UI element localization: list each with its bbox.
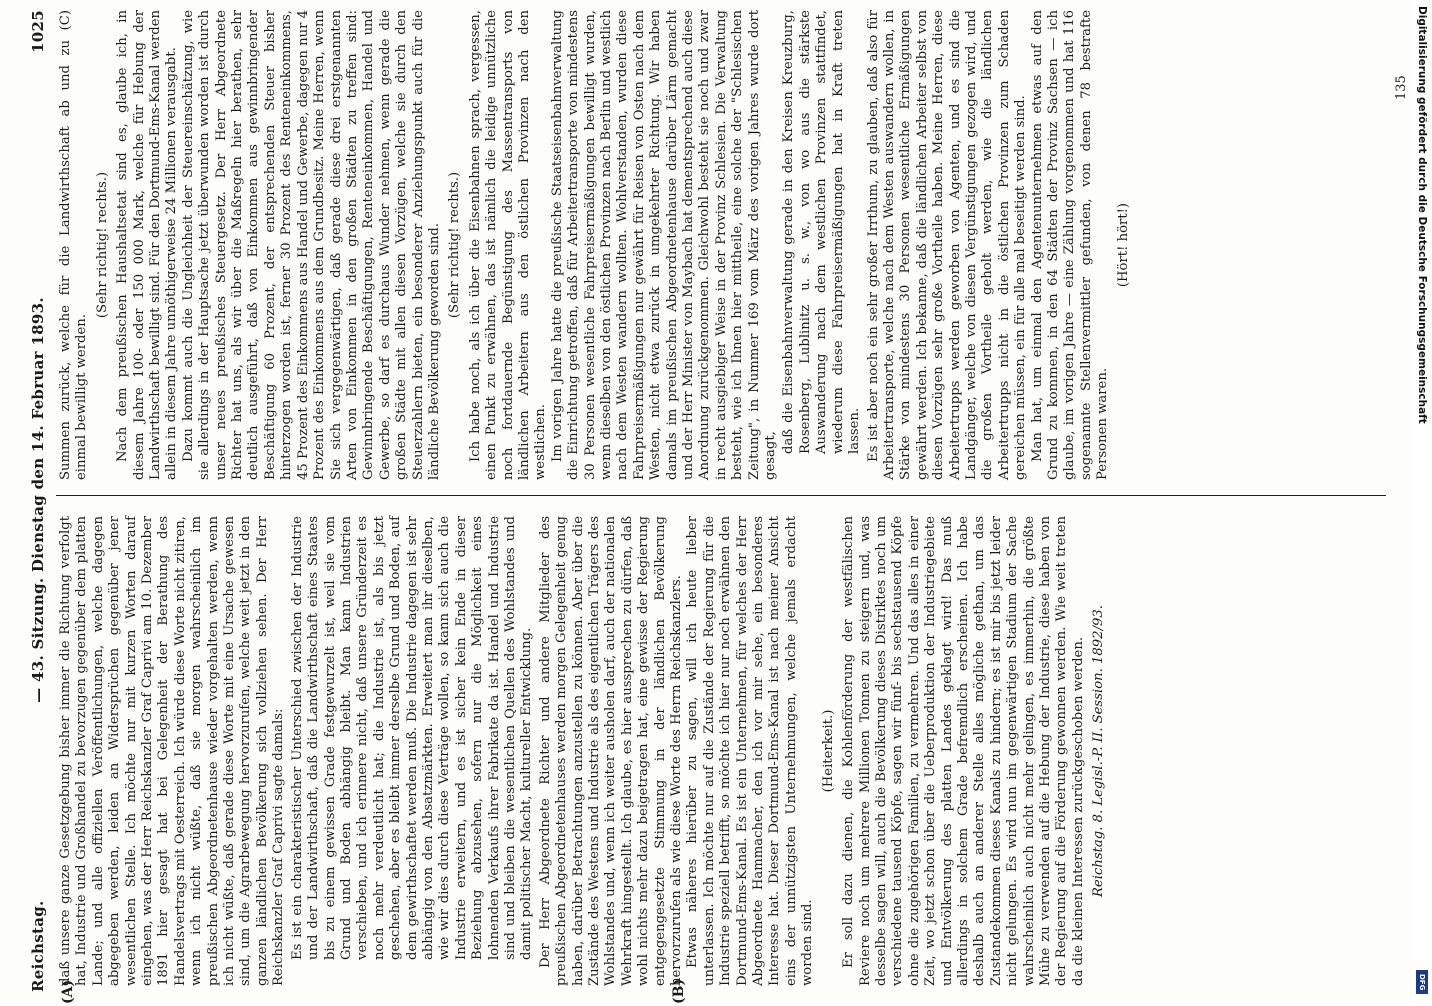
header-center: — 43. Sitzung. Dienstag den 14. Februar 1893. (29, 297, 47, 703)
quote-paragraph: Es ist ein charakteristischer Unterschied zwischen der Industrie und der Landwirthschaft, daß die Landwirthschaft eines Staates bis zu einem gewissen Grade festgewurzelt ist, weil sie vom Grund und Boden abhängig bleibt. Man kann Industrien verschieben, und ich erinnere nicht, daß unsere Gründerzeit es noch mehr verdeutlicht hat; die Industrie ist, als bis jetzt geschehen, aber es bleibt immer derselbe Grund und Boden, auf dem gewirthschaftet werden muß. Die Industrie dagegen ist sehr abhängig von den Absatzmärkten. Erweitert man ihr dieselben, wie wir dies durch diese Verträge wollen, so kann sich auch die Industrie erweitern, und es ist sicher kein Ende in dieser Beziehung abzusehen, sofern nur die Möglichkeit eines lohnenden Verkaufs ihrer Fabrikate da ist. Handel und Industrie sind und bleiben die wesentlichen Quellen des Wohlstandes und damit politischer Macht, kultureller Entwicklung. (289, 516, 535, 960)
document-page (16, 0, 1416, 1004)
paragraph: Dazu kommt auch die Ungleichheit der Steuereinschätzung, wie sie allerdings in der Hauptsache jetzt überwunden worden ist durch unser neues preußisches Steuergesetz. Der Herr Abgeordnete Richter hat uns, als wir über die Maßregeln hier berathen, sehr deutlich ausgeführt, daß von Einkommen aus gewinnbringender Beschäftigung 60 Prozent, der entsprechenden Steuer bisher hinterzogen worden ist, ferner 30 Prozent des Renteneinkommens, 45 Prozent des Einkommens aus Handel und Gewerbe, dagegen nur 4 Prozent des Einkommens aus dem Grundbesitz. Meine Herren, wenn Sie sich vergegenwärtigen, daß gerade diese drei erstgenannten Arten von Einkommen in den großen Städten zu treffen sind: Gewinnbringende Beschäftigungen, Renteneinkommen, Handel und Gewerbe, so darf es durchaus Wunder nehmen, wenn gerade die großen Städte mit allen diesen Vorzügen, welche sie durch den Steuerzahlern bieten, ein besonderer Anziehungspunkt auch für die ländliche Bevölkerung geworden sind. (180, 10, 442, 480)
dfg-credit-text: Digitalisierung gefördert durch die Deutsche Forschungsgemeinschaft (1416, 6, 1428, 424)
paragraph: Es ist aber noch ein sehr großer Irrthum, zu glauben, daß also für Arbeitertransporte, welche nach dem Westen auswandern wollen, in Stärke von mindestens 30 Personen wesentliche Ermäßigungen gewährt werden. Ich bekanne, daß die ländlichen Arbeiter selbst von diesen Vorzügen sehr große Vortheile haben. Meine Herren, diese Arbeitertrupps werden geworben von Agenten, und es sind die Landgänger, welche von diesen Vergünstigungen gezogen wird, und die großen Vortheile geholt werden, wie die ländlichen Arbeitertrupps nicht in die östlichen Provinzen zum Schaden gereichen müssen, ein für alle mal beseitigt werden sind. (865, 10, 1029, 480)
margin-marker-a: (A) (60, 979, 76, 1004)
page-header (30, 0, 50, 1000)
interjection: (Sehr richtig! rechts.) (94, 171, 110, 319)
column-divider (56, 495, 1386, 496)
paragraph: Er soll dazu dienen, die Kohlenförderung der westfälischen Reviere noch um mehrere Millionen Tonnen zu steigern und, was desselbe sagen will, auch die Bevölkerung dieses Distriktes noch um verschiedene tausend Köpfe, sagen wir fünf- bis sechstausend Köpfe ohne die zugehörigen Familien, zu vermehren. Und das alles in einer Zeit, wo jetzt schon über die Ueberproduktion der Industriegebiete und Entvölkerung des platten Landes geklagt wird! Das muß allerdings in solchem Grade befremdlich erscheinen. Ich habe deshalb auch an anderer Stelle alles mögliche gethan, um das Zustandekommen dieses Kanals zu hindern; es ist mir bis jetzt leider nicht gelungen. Es wird nun im gegenwärtigen Stadium der Sache wahrscheinlich auch nicht mehr gelingen, es immerhin, die größte Mühe zu verwenden auf die Hebung der Industrie, diese haben von der Regierung auf die Förderung gewonnen werden. Wie weit treten da die kleinen Interessen zurückgeschoben werden. (841, 516, 1086, 986)
paragraph: Etwas näheres hierüber zu sagen, will ich heute lieber unterlassen. Ich möchte nur auf die Zustände der Regierung für die Industrie speziell betrifft, so möchte ich hier nur noch erwähnen den Dortmund-Ems-Kanal. Es ist ein Unternehmen, für welches der Herr Abgeordnete Hammacher, den ich vor mir sehe, ein besonderes Interesse hat. Dieser Dortmund-Ems-Kanal ist nach meiner Ansicht eins der unnützigsten Unternehmungen, welche jemals erdacht worden sind. (685, 516, 816, 986)
quote-paragraph: daß die Eisenbahnverwaltung gerade in den Kreisen Kreuzburg, Rosenberg, Lublinitz u. s. w., von wo aus die stärkste Auswanderung nach dem westlichen Provinzen stattfindet, wiederum diese Fahrpreisermäßigungen hat in Kraft treten lassen. (781, 10, 863, 454)
paragraph: Im vorigen Jahre hatte die preußische Staatseisenbahnverwaltung die Einrichtung getroffen, daß für Arbeitertransporte von mindestens 30 Personen wesentliche Fahrpreisermäßigungen bewilligt wurden, wenn dieselben von den östlichen Provinzen nach Berlin und westlich nach dem Westen wandern wollten. Wohlverstanden, wurden diese Fahrpreisermäßigungen nur gewährt für Reisen von Osten nach dem Westen, nicht etwa zurück in umgekehrter Richtung. Wir haben damals im preußischen Abgeordnetenhause darüber Lärm gemacht und der Herr Minister von Maybach hat dementsprechend auch diese Anordnung zurückgenommen. Gleichwohl besteht sie noch und zwar in recht ausgiebiger Weise in der Provinz Schlesien. Die Verwaltung besteht, wie ich Ihnen hier mittheile, eine solche der "Schlesischen Zeitung", in Nummer 169 vom März des vorigen Jahres wurde dort gesagt, (549, 10, 779, 480)
paragraph: Ich habe noch, als ich über die Eisenbahnen sprach, vergessen, einen Punkt zu erwähnen, das ist nämlich die leidige unnützliche noch fortdauernde Begünstigung des Massentransports von ländlichen Arbeitern aus den östlichen Provinzen nach den westlichen. (467, 10, 549, 480)
footer-reference: Reichstag. 8. Legisl.-P. II. Session. 1892/93. (1091, 605, 1107, 897)
header-left: Reichstag. (29, 900, 47, 992)
margin-marker-b: (B) (671, 978, 687, 1004)
interjection: (Heiterkeit.) (820, 709, 836, 793)
paragraph: daß unsere ganze Gesetzgebung bisher immer die Richtung verfolgt hat, Industrie und Großhandel zu bevorzugen gegenüber dem platten Lande; und alle offiziellen Veröffentlichungen, welche dagegen abgegeben werden, leiden an Widersprüchen gegenüber jener wesentlichen Stelle. Ich möchte nur mit kurzen Worten darauf eingehen, was der Herr Reichskanzler Graf Caprivi am 10. Dezember 1891 hier gesagt hat bei Gelegenheit der Berathung des Handelsvertrags mit Oesterreich. Ich würde diese Worte nicht zitiren, wenn ich nicht wüßte, daß sie morgen wahrscheinlich im preußischen Abgeordnetenhause wieder vorgehalten werden, wenn ich nicht wüßte, daß gerade diese Worte mit eine Ursache gewesen sind, um die Agrarbewegung hervorzurufen, welche weit jetzt in den ganzen ländlichen Bevölkerung sich vollziehen sehen. Der Herr Reichskanzler Graf Caprivi sagte damals: (58, 516, 287, 986)
page-mark: 135 (1394, 75, 1409, 100)
paragraph: Man hat, um einmal den Agentenunternehmen etwas auf den Grund zu kommen, in den 64 Städten der Provinz Sachsen — ich glaube, im vorigen Jahre — eine Zählung vorgenommen und hat 116 sogenannte Stellenvermittler gefunden, von denen 78 bestrafte Personen waren. (1029, 10, 1111, 480)
paragraph: Nach dem preußischen Haushaltsetat sind es, glaube ich, in diesem Jahre 100- oder 150 000 Mark, welche für Hebung der Landwirthschaft bewilligt sind. Für den Dortmund-Ems-Kanal werden allein in diesem Jahre unnöthigerweise 24 Millionen verausgabt. (115, 10, 180, 480)
dfg-logo-icon: DFG (1416, 970, 1428, 994)
paragraph: Der Herr Abgeordnete Richter und andere Mitglieder des preußischen Abgeordnetenhauses werden morgen Gelegenheit genug haben, darüber Betrachtungen anzustellen zu können. Aber über die Zustände des Westens und Industrie als des eigentlichen Trägers des Wohlstandes und, wenn ich weiter ausholen darf, auch der nationalen Wehrkraft hingestellt. Ich glaube, es hier aussprechen zu dürfen, daß wohl nichts mehr dazu beigetragen hat, eine gewisse der Regierung entgegengesetzte Stimmung in der ländlichen Bevölkerung hervorzurufen als wie diese Worte des Herrn Reichskanzlers. (537, 516, 685, 986)
interjection: (Hört! hört!) (1115, 202, 1131, 288)
right-column (58, 10, 1136, 480)
left-column (58, 516, 1108, 986)
paragraph: Summen zurück, welche für die Landwirthschaft ab und zu (C) einmal bewilligt werden. (58, 10, 90, 480)
page-number: 1025 (29, 10, 47, 53)
interjection: (Sehr richtig! rechts.) (447, 171, 463, 319)
